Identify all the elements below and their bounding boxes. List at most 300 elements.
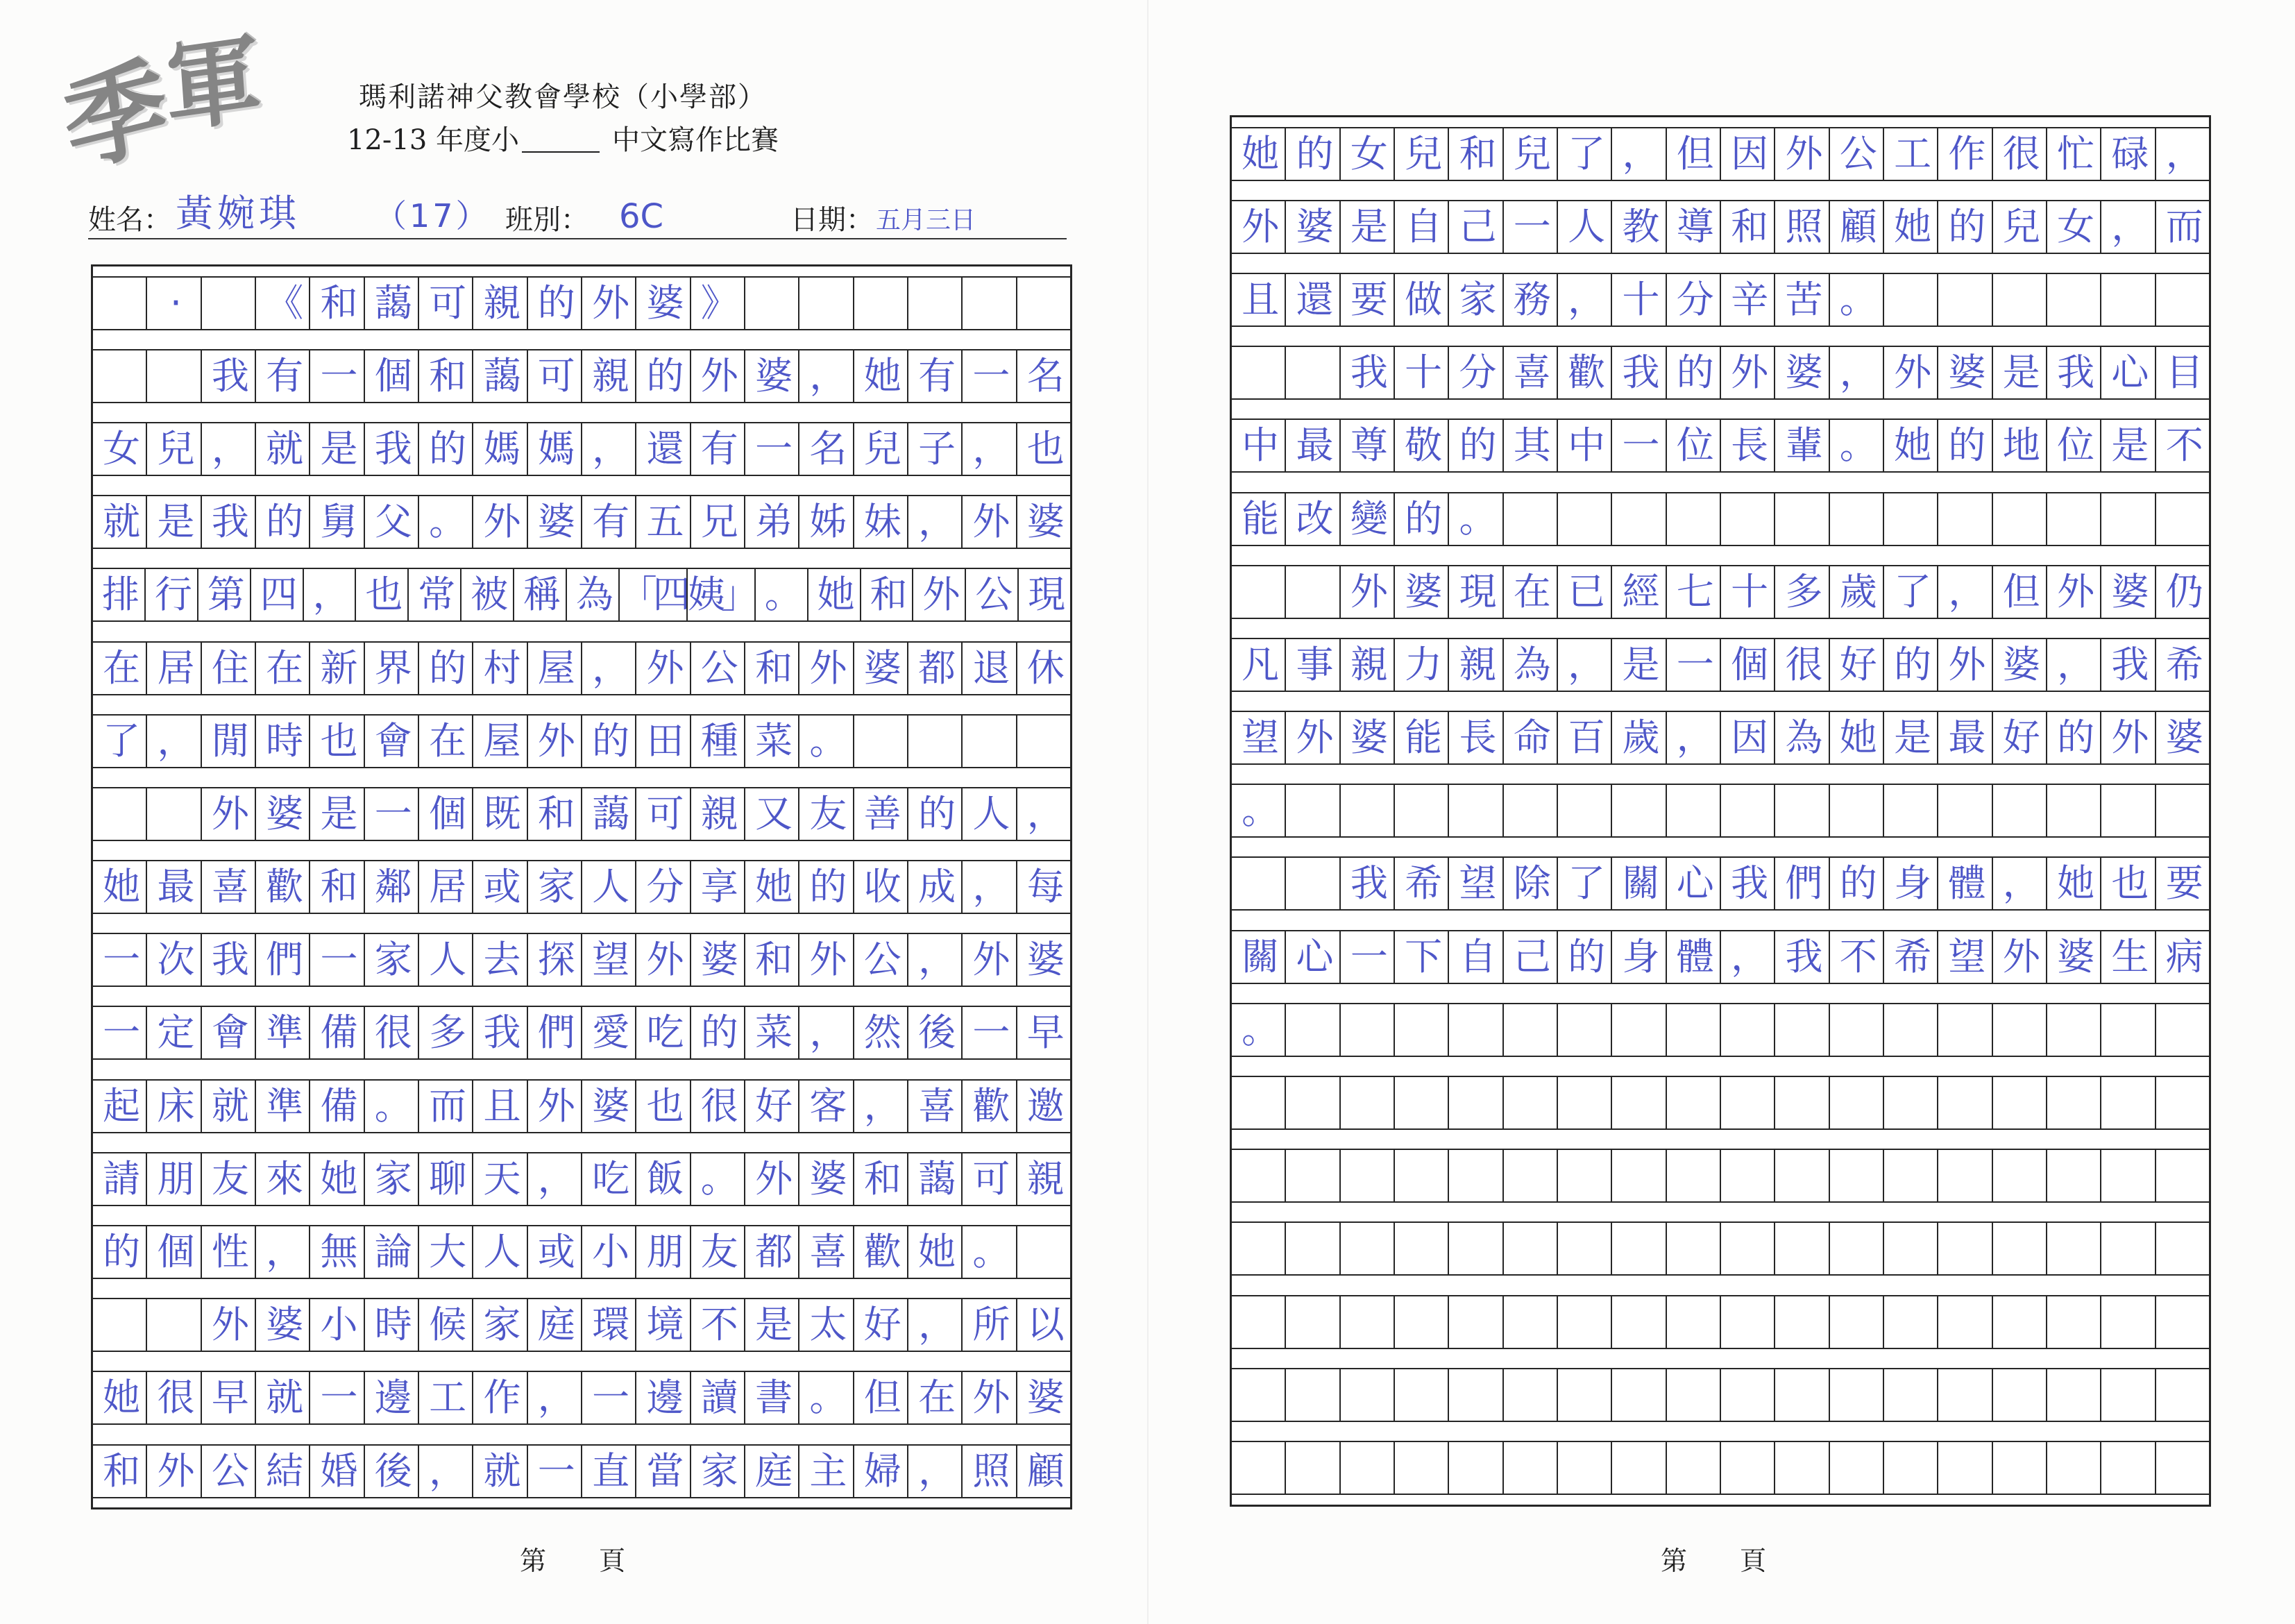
grid-cell (1339, 785, 1394, 836)
grid-cell: 工 (1883, 128, 1937, 180)
grid-row-slot (93, 1362, 1070, 1435)
grid-cell: 。 (1242, 1007, 1276, 1051)
grid-cell: 外 (961, 496, 1015, 548)
grid-cell: 可 (961, 1153, 1015, 1205)
grid-cell: 的 (527, 278, 581, 329)
grid-cell (1285, 347, 1339, 398)
grid-cell: 一 (527, 1446, 581, 1497)
grid-cell (1774, 1150, 1828, 1201)
grid-row-slot (1232, 1358, 2209, 1431)
grid-cell: 在 (907, 1372, 961, 1423)
grid-row (1232, 1003, 2209, 1057)
grid-cell (2046, 1004, 2100, 1056)
grid-cell: ， (418, 1446, 472, 1497)
grid-cell: 個 (418, 788, 472, 840)
grid-cell: 媽 (472, 423, 526, 475)
grid-row-slot (1232, 337, 2209, 409)
grid-cell: 也 (2100, 858, 2154, 909)
grid-cell (2100, 1150, 2154, 1201)
grid-cell: 親 (1339, 639, 1394, 691)
grid-cell: 太 (798, 1299, 852, 1351)
grid-row-slot (1232, 1285, 2209, 1358)
grid-cell: 婆 (1339, 712, 1394, 763)
grid-cell: 都 (744, 1226, 798, 1278)
grid-cell: 外 (1937, 639, 1991, 691)
date-value: 五月三日 (876, 206, 976, 235)
grid-cell: 大 (418, 1226, 472, 1278)
grid-cell: 和 (744, 934, 798, 986)
grid-cell (1339, 1296, 1394, 1348)
grid-cell: 外 (961, 1372, 1015, 1423)
grid-cell: 書 (744, 1372, 798, 1423)
grid-cell: 除 (1502, 858, 1557, 909)
grid-cell: 婆 (1016, 496, 1070, 548)
grid-cell: 作 (1937, 128, 1991, 180)
grid-cell: 讀 (690, 1372, 744, 1423)
grid-cell: 公 (853, 934, 907, 986)
grid-cell: 女 (103, 426, 137, 471)
grid-cell: 就 (255, 423, 309, 475)
grid-cell: 她 (2046, 858, 2100, 909)
grid-cell: 媽 (527, 423, 581, 475)
grid-cell (2046, 1077, 2100, 1128)
grid-cell (1883, 785, 1937, 836)
grid-cell (1394, 1296, 1448, 1348)
grid-cell (2155, 493, 2209, 545)
grid-cell (1232, 858, 1285, 909)
grid-cell: 命 (1502, 712, 1557, 763)
grid-cell: 名 (1016, 350, 1070, 402)
grid-cell: 一 (1502, 201, 1557, 253)
grid-cell: 經 (1611, 566, 1665, 618)
grid-cell: 的 (635, 350, 689, 402)
grid-cell: 了 (1557, 858, 1611, 909)
grid-cell: 。 (690, 1153, 744, 1205)
grid-cell (1232, 1150, 1285, 1201)
grid-cell: 婦 (853, 1446, 907, 1497)
grid-cell: 們 (1774, 858, 1828, 909)
grid-cell (798, 278, 852, 329)
grid-cell (2100, 274, 2154, 325)
grid-cell: 外 (1774, 128, 1828, 180)
grid-cell: 友 (690, 1226, 744, 1278)
grid-cell: 朋 (635, 1226, 689, 1278)
grid-row (93, 1152, 1070, 1206)
grid-cell: 她 (103, 1376, 137, 1420)
grid-cell: 自 (1448, 931, 1502, 983)
grid-cell: ， (303, 569, 355, 620)
student-name-label: 姓名： (88, 204, 171, 236)
grid-cell (1937, 274, 1991, 325)
grid-cell: 的 (1937, 420, 1991, 471)
grid-cell: 好 (1992, 712, 2046, 763)
grid-cell: 多 (1774, 566, 1828, 618)
grid-row (1232, 1295, 2209, 1349)
grid-cell: 心 (1666, 858, 1720, 909)
grid-cell: 公 (690, 643, 744, 694)
grid-cell: 好 (853, 1299, 907, 1351)
grid-cell (1232, 1223, 1285, 1274)
grid-cell: 現 (1448, 566, 1502, 618)
grid-cell: 家 (472, 1299, 526, 1351)
grid-row-slot (93, 1215, 1070, 1288)
grid-cell (1557, 1223, 1611, 1274)
grid-cell: 目 (2155, 347, 2209, 398)
grid-cell: 十 (1394, 347, 1448, 398)
grid-row-slot (1232, 847, 2209, 920)
grid-cell: 的 (1937, 201, 1991, 253)
grid-row-slot (93, 924, 1070, 997)
grid-cell: 的 (1394, 493, 1448, 545)
grid-row (1232, 1076, 2209, 1130)
grid-cell: 是 (1611, 639, 1665, 691)
grid-cell: 了 (1557, 128, 1611, 180)
grid-cell (146, 788, 200, 840)
grid-cell (1992, 1296, 2046, 1348)
grid-cell: ， (961, 423, 1015, 475)
grid-cell: 苦 (1774, 274, 1828, 325)
grid-cell: 我 (1611, 347, 1665, 398)
grid-cell (1992, 1369, 2046, 1421)
grid-cell: 照 (961, 1446, 1015, 1497)
grid-cell (1502, 1296, 1557, 1348)
grid-cell: 們 (255, 934, 309, 986)
grid-cell: 家 (364, 1153, 418, 1205)
grid-cell: 婆 (2155, 712, 2209, 763)
grid-cell: 休 (1016, 643, 1070, 694)
grid-row-slot (1232, 1066, 2209, 1139)
grid-cell: 或 (527, 1226, 581, 1278)
grid-cell (744, 278, 798, 329)
grid-cell: 歡 (961, 1081, 1015, 1132)
grid-cell: 常 (407, 569, 460, 620)
grid-cell: 望 (1448, 858, 1502, 909)
grid-cell: 弟 (744, 496, 798, 548)
grid-cell: 望 (1242, 716, 1276, 760)
grid-cell: 友 (201, 1153, 255, 1205)
grid-cell: 體 (1666, 931, 1720, 983)
grid-cell: 望 (581, 934, 635, 986)
grid-cell: 還 (635, 423, 689, 475)
grid-cell (1557, 1077, 1611, 1128)
grid-cell: 一 (581, 1372, 635, 1423)
grid-cell: 家 (1448, 274, 1502, 325)
grid-cell: ， (255, 1226, 309, 1278)
grid-cell (1937, 1369, 1991, 1421)
grid-cell: 喜 (1502, 347, 1557, 398)
grid-cell: 們 (527, 1007, 581, 1058)
grid-cell: 一 (103, 938, 137, 982)
grid-cell: 菜 (744, 716, 798, 767)
grid-cell (1232, 1296, 1285, 1348)
grid-cell: 十 (1611, 274, 1665, 325)
grid-cell: 行 (144, 569, 197, 620)
grade-blank (522, 124, 600, 153)
grid-cell: 體 (1937, 858, 1991, 909)
grid-cell: 身 (1611, 931, 1665, 983)
grid-cell: 外 (201, 1299, 255, 1351)
grid-cell: 因 (1720, 712, 1774, 763)
grid-row-slot (1232, 1431, 2209, 1504)
grid-cell: 百 (1557, 712, 1611, 763)
grid-cell: 的 (1557, 931, 1611, 983)
grid-cell: 備 (309, 1081, 363, 1132)
grid-cell (1285, 1150, 1339, 1201)
grid-cell: 了 (1883, 566, 1937, 618)
grid-cell: 候 (418, 1299, 472, 1351)
grid-cell (1774, 785, 1828, 836)
grid-cell: 顧 (1829, 201, 1883, 253)
grid-row (93, 714, 1070, 768)
writing-grid-left (91, 264, 1072, 1509)
grid-cell (907, 278, 961, 329)
grid-cell (1774, 1077, 1828, 1128)
grid-cell: 一 (103, 1010, 137, 1055)
grid-cell (1829, 1077, 1883, 1128)
grid-cell: 但 (1992, 566, 2046, 618)
grid-cell: 一 (1611, 420, 1665, 471)
grid-cell: 外 (798, 934, 852, 986)
grid-cell: 歡 (1557, 347, 1611, 398)
grid-cell (1666, 1442, 1720, 1494)
grid-cell: 姨」 (686, 569, 754, 620)
grid-cell: 位 (2046, 420, 2100, 471)
grid-cell (1720, 1004, 1774, 1056)
grid-cell: 被 (460, 569, 513, 620)
grid-cell: 很 (1774, 639, 1828, 691)
grid-cell: 她 (309, 1153, 363, 1205)
grid-cell: 最 (1937, 712, 1991, 763)
grid-cell: 生 (2100, 931, 2154, 983)
grid-cell (2100, 1296, 2154, 1348)
grid-cell: 親 (690, 788, 744, 840)
grid-cell (1557, 493, 1611, 545)
grid-cell: 外 (146, 1446, 200, 1497)
grid-row-slot (1232, 409, 2209, 482)
grid-row (1232, 1221, 2209, 1276)
grid-row (1232, 784, 2209, 838)
grid-cell: 一 (1666, 639, 1720, 691)
grid-cell: 外 (2100, 712, 2154, 763)
grid-cell: 為 (566, 569, 618, 620)
grid-cell: 長 (1720, 420, 1774, 471)
grid-cell (1720, 1223, 1774, 1274)
grid-cell: 且 (1242, 277, 1276, 321)
grid-cell: 婆 (798, 1153, 852, 1205)
grid-cell (1829, 1369, 1883, 1421)
grid-cell: 婆 (1285, 201, 1339, 253)
grid-row (93, 933, 1070, 987)
grid-cell: 一 (309, 934, 363, 986)
grid-row (1232, 1368, 2209, 1422)
grid-cell: 就 (103, 500, 137, 544)
grid-row-slot (93, 486, 1070, 559)
grid-cell (1666, 1004, 1720, 1056)
grid-cell (1448, 1150, 1502, 1201)
grid-cell: 名 (798, 423, 852, 475)
grid-cell (1448, 1296, 1502, 1348)
grid-cell: 住 (201, 643, 255, 694)
grid-cell: 《 (255, 278, 309, 329)
student-number: （17） (375, 197, 491, 235)
grid-cell: 就 (472, 1446, 526, 1497)
grid-cell: 歲 (1611, 712, 1665, 763)
grid-cell (1992, 493, 2046, 545)
grid-row (93, 276, 1070, 330)
grid-cell: 分 (1448, 347, 1502, 398)
grid-cell: 女 (2046, 201, 2100, 253)
grid-cell (1611, 1004, 1665, 1056)
grid-cell: 外 (1720, 347, 1774, 398)
grid-cell: 好 (1829, 639, 1883, 691)
grid-cell (1666, 1150, 1720, 1201)
grid-cell: 和 (744, 643, 798, 694)
award-stamp-char: 軍 (161, 20, 265, 147)
grid-cell: 她 (744, 861, 798, 913)
grid-cell (1557, 1442, 1611, 1494)
grid-cell: 舅 (309, 496, 363, 548)
grid-row (93, 349, 1070, 403)
grid-cell (1611, 1296, 1665, 1348)
grid-row (1232, 638, 2209, 692)
grid-row-slot (1232, 190, 2209, 263)
grid-cell (2155, 1150, 2209, 1201)
grid-cell (1829, 1150, 1883, 1201)
grid-cell: 人 (961, 788, 1015, 840)
grid-cell (1992, 1223, 2046, 1274)
grid-cell: 變 (1339, 493, 1394, 545)
grid-cell: 婆 (2100, 566, 2154, 618)
grid-cell: 就 (255, 1372, 309, 1423)
grid-cell (1394, 1369, 1448, 1421)
grid-cell: 後 (907, 1007, 961, 1058)
grid-cell: 下 (1394, 931, 1448, 983)
grid-cell: 小 (581, 1226, 635, 1278)
grid-cell: 探 (527, 934, 581, 986)
grid-row (1232, 346, 2209, 400)
grid-cell: 邊 (635, 1372, 689, 1423)
grid-cell: 吃 (635, 1007, 689, 1058)
grid-cell: 的 (1883, 639, 1937, 691)
grid-cell: 關 (1242, 934, 1276, 979)
grid-cell: 直 (581, 1446, 635, 1497)
grid-cell (1232, 1077, 1285, 1128)
grid-cell: 田 (635, 716, 689, 767)
grid-cell (2155, 1223, 2209, 1274)
grid-cell: 環 (581, 1299, 635, 1351)
grid-cell: 為 (1502, 639, 1557, 691)
grid-cell: 己 (1448, 201, 1502, 253)
grid-cell (1611, 493, 1665, 545)
grid-cell (1339, 1150, 1394, 1201)
grid-cell: 一 (961, 350, 1015, 402)
grid-cell: 又 (744, 788, 798, 840)
grid-cell: 來 (255, 1153, 309, 1205)
grid-cell: 我 (201, 496, 255, 548)
grid-cell: ， (2100, 201, 2154, 253)
contest-name: 中文寫作比賽 (612, 124, 779, 156)
grid-cell (1285, 1296, 1339, 1348)
grid-cell: 在 (1502, 566, 1557, 618)
contest-title (347, 124, 779, 157)
grid-cell: 時 (255, 716, 309, 767)
grid-cell: 準 (255, 1007, 309, 1058)
grid-cell: 早 (201, 1372, 255, 1423)
grid-cell: 的 (1448, 420, 1502, 471)
grid-cell (1937, 1296, 1991, 1348)
grid-cell: 的 (1829, 858, 1883, 909)
grid-cell: 和 (1720, 201, 1774, 253)
grid-cell: 不 (1829, 931, 1883, 983)
grid-cell: 現 (1017, 569, 1070, 620)
grid-cell: 是 (309, 423, 363, 475)
grid-cell (1774, 1442, 1828, 1494)
grid-cell (2155, 1077, 2209, 1128)
grid-cell: 外 (1339, 566, 1394, 618)
grid-cell: 我 (201, 934, 255, 986)
grid-cell: 她 (1883, 201, 1937, 253)
date-label: 日期： (790, 204, 874, 236)
grid-cell: 是 (744, 1299, 798, 1351)
grid-cell (1502, 1077, 1557, 1128)
grid-cell: 成 (907, 861, 961, 913)
grid-cell: 也 (355, 569, 407, 620)
grid-cell (1720, 1369, 1774, 1421)
grid-cell: 有 (907, 350, 961, 402)
grid-cell (1502, 785, 1557, 836)
grid-cell: 我 (472, 1007, 526, 1058)
grid-row (1232, 856, 2209, 911)
grid-row-slot (1232, 628, 2209, 701)
grid-cell (907, 716, 961, 767)
grid-cell: 最 (146, 861, 200, 913)
grid-cell (1992, 1004, 2046, 1056)
grid-cell: 分 (635, 861, 689, 913)
grid-cell (1285, 566, 1339, 618)
grid-cell: 也 (309, 716, 363, 767)
grid-cell: 論 (364, 1226, 418, 1278)
grid-cell: 多 (418, 1007, 472, 1058)
grid-cell (1829, 1296, 1883, 1348)
info-underline (88, 238, 1067, 239)
grid-cell (1829, 1442, 1883, 1494)
grid-cell: ， (1557, 274, 1611, 325)
grid-cell: 外 (1992, 931, 2046, 983)
grid-cell: ， (1666, 712, 1720, 763)
grid-cell: 仍 (2155, 566, 2209, 618)
grid-cell: 公 (965, 569, 1017, 620)
grid-row (93, 787, 1070, 841)
grid-cell: 外 (1883, 347, 1937, 398)
grid-cell: 愛 (581, 1007, 635, 1058)
grid-cell (1937, 1077, 1991, 1128)
grid-cell (1502, 1442, 1557, 1494)
grid-cell: 不 (690, 1299, 744, 1351)
grid-cell: ， (201, 423, 255, 475)
grid-cell: 位 (1666, 420, 1720, 471)
grid-cell: 其 (1502, 420, 1557, 471)
grid-cell (2046, 493, 2100, 545)
grid-cell: 親 (472, 278, 526, 329)
grid-cell: 人 (1557, 201, 1611, 253)
grid-cell (1720, 1442, 1774, 1494)
class-value: 6C (619, 197, 664, 236)
grid-cell (961, 278, 1015, 329)
grid-cell: 改 (1285, 493, 1339, 545)
grid-cell: 。 (961, 1226, 1015, 1278)
grid-row-slot (1232, 482, 2209, 555)
grid-cell: 準 (255, 1081, 309, 1132)
